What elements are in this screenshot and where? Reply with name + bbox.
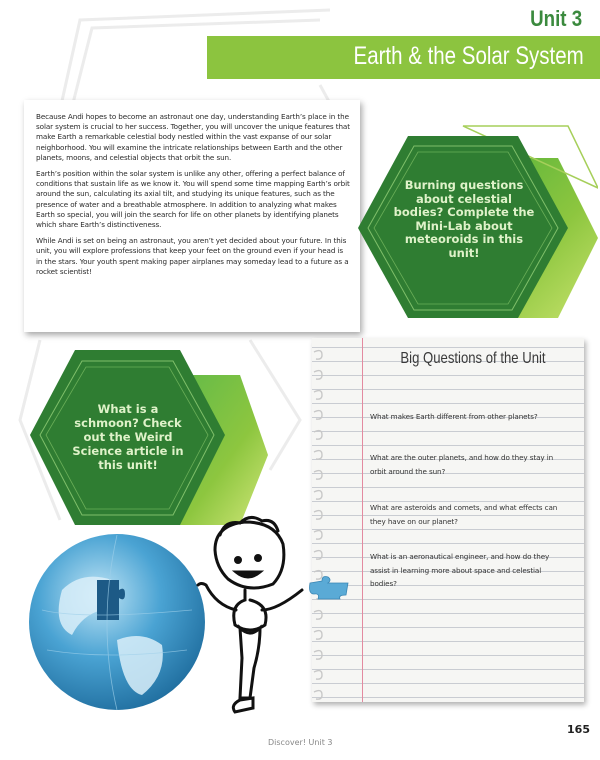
page-number: 165: [567, 723, 590, 736]
big-question-item: What is an aeronautical engineer, and how do they assist in learning more about space and celestial bodies?: [370, 552, 550, 589]
puzzle-piece-icon: [308, 575, 353, 600]
unit-title: Earth & the Solar System: [353, 42, 584, 70]
notebook-margin-line: [362, 338, 363, 702]
puzzle-globe-icon: [22, 530, 212, 715]
intro-paragraph: Earth’s position within the solar system is unlike any other, offering a perfect balance of conditions that sustain life as we know it. You will spend some time mapping Earth’s orbit around the sun, calculating its axial tilt, and studying its unique features, such as the presence of water and a breathable atmosphere. In addition to analyzing what makes Earth so special, you will join the search for life on other planets by identifying planets which share Earth’s distinctiveness.: [36, 169, 350, 230]
big-question-item: What makes Earth different from other planets?: [370, 412, 538, 421]
minilab-callout-text: Burning questions about celestial bodies? Complete the Mini-Lab about meteoroids in this unit!: [393, 178, 535, 260]
stick-figure-andi-icon: [190, 510, 320, 720]
weird-science-callout-text: What is a schmoon? Check out the Weird Science article in this unit!: [72, 402, 184, 472]
unit-title-bar: [207, 36, 600, 79]
big-question-item: What are asteroids and comets, and what effects can they have on our planet?: [370, 503, 558, 526]
intro-text-card: [24, 100, 360, 332]
intro-paragraph: Because Andi hopes to become an astronaut one day, understanding Earth’s place in the solar system is crucial to her success. Together, you will uncover the unique features that make Earth a remarkable celestial body nestled within the vast expanse of our solar neighborhood. You will examine the intricate relationships between Earth and the other planets, moons, and celestial objects that orbit the sun.: [36, 112, 350, 162]
big-question-item: What are the outer planets, and how do they stay in orbit around the sun?: [370, 453, 554, 476]
big-questions-title: Big Questions of the Unit: [400, 350, 546, 367]
intro-paragraph: While Andi is set on being an astronaut, you aren’t yet decided about your future. In this unit, you will explore professions that keep your feet on the ground even if your head is in the stars. Your youth spent making paper airplanes may someday lead to a future as a rocket scientist!: [36, 236, 349, 276]
unit-label: Unit 3: [530, 6, 582, 31]
big-questions-notebook: [312, 338, 584, 702]
footer-book-label: Discover! Unit 3: [268, 738, 333, 747]
